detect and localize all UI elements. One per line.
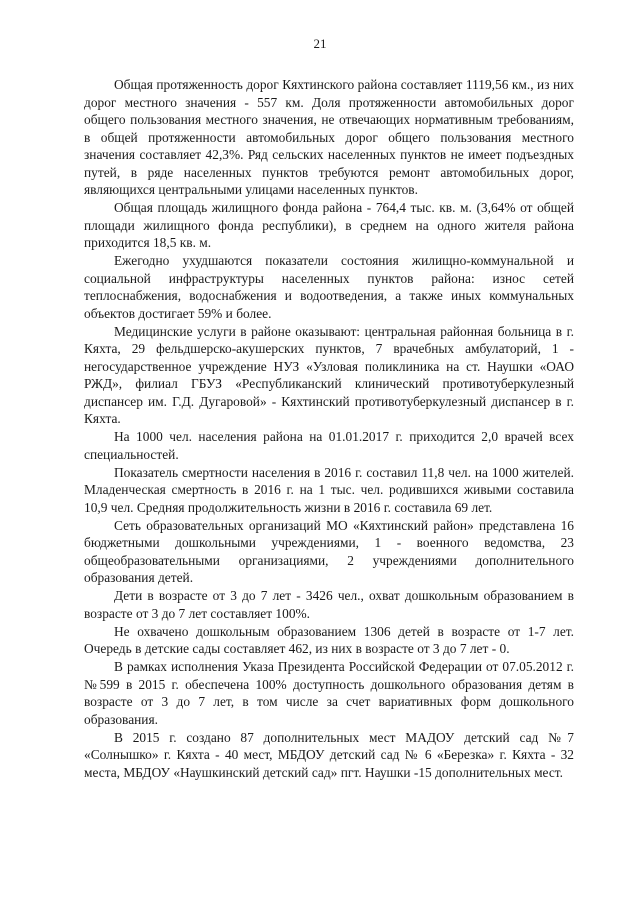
document-body — [84, 76, 574, 781]
paragraph-medical: Медицинские услуги в районе оказывают: центральная районная больница в г. Кяхта, 29 фельдшерско-акушерских пунктов, 7 врачебных амбулаторий, 1 - негосударственное учреждение НУЗ «Узловая поликлиника на ст. Наушки «ОАО РЖД», филиал ГБУЗ «Республиканский клинический противотуберкулезный диспансер им. Г.Д. Дугаровой» - Кяхтинский противотуберкулезный диспансер в г. Кяхта. — [84, 323, 574, 426]
paragraph-mortality: Показатель смертности населения в 2016 г. составил 11,8 чел. на 1000 жителей. Младенческая смертность в 2016 г. на 1 тыс. чел. родившихся живыми составила 10,9 чел. Средняя продолжительность жизни в 2016 г. составила 69 лет. — [84, 464, 574, 515]
paragraph-housing: Общая площадь жилищного фонда района - 764,4 тыс. кв. м. (3,64% от общей площади жилищного фонда республики), в среднем на одного жителя района приходится 18,5 кв. м. — [84, 200, 574, 250]
paragraph-roads: Общая протяженность дорог Кяхтинского района составляет 1119,56 км., из них дорог местного значения - 557 км. Доля протяженности автомобильных дорог общего пользования местного значения, не отвечающих нормативным требованиям, в общей протяженности автомобильных дорог общего пользования местного значения составляет 42,3%. Ряд сельских населенных пунктов не имеет подъездных путей, в ряде населенных пунктов требуются ремонт автомобильных дорог, являющихся центральными улицами населенных пунктов. — [84, 77, 574, 197]
paragraph-education-network: Сеть образовательных организаций МО «Кяхтинский район» представлена 16 бюджетными дошкольными учреждениями, 1 - военного ведомства, 23 общеобразовательными организациями, 2 учреждениями дополнительного образования детей. — [84, 517, 574, 585]
paragraph-doctors: На 1000 чел. населения района на 01.01.2017 г. приходится 2,0 врачей всех специальностей. — [84, 429, 574, 462]
paragraph-infrastructure: Ежегодно ухудшаются показатели состояния жилищно-коммунальной и социальной инфраструктуры населенных пунктов района: износ сетей теплоснабжения, водоснабжения и водоотведения, а также иных коммунальных объектов достигает 59% и более. — [84, 253, 574, 321]
paragraph-new-places: В 2015 г. создано 87 дополнительных мест МАДОУ детский сад №7 «Солнышко» г. Кяхта - 40 мест, МБДОУ детский сад № 6 «Березка» г. Кяхта - 32 места, МБДОУ «Наушкинский детский сад» пгт. Наушки -15 дополнительных мест. — [84, 729, 574, 780]
paragraph-presidential-decree: В рамках исполнения Указа Президента Российской Федерации от 07.05.2012 г. №599 в 2015 г. обеспечена 100% доступность дошкольного образования детям в возрасте от 3 до 7 лет, в том числе за счет вариативных форм дошкольного образования. — [84, 659, 574, 727]
paragraph-preschool-queue: Не охвачено дошкольным образованием 1306 детей в возрасте от 1-7 лет. Очередь в детские сады составляет 462, из них в возрасте от 3 до 7 лет - 0. — [84, 623, 574, 656]
paragraph-preschool-coverage: Дети в возрасте от 3 до 7 лет - 3426 чел., охват дошкольным образованием в возрасте от 3 до 7 лет составляет 100%. — [84, 588, 574, 621]
page-number: 21 — [313, 36, 327, 51]
